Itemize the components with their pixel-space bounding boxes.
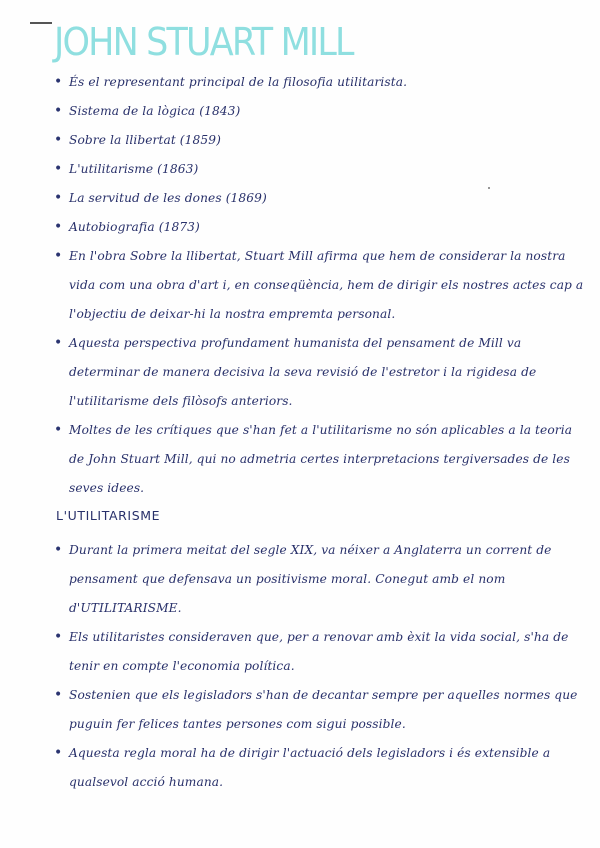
list-item [54,329,589,416]
list-item [54,97,589,126]
list-item [54,242,589,329]
list-item [54,184,589,213]
bullet-icon: • [54,74,63,90]
bullet-icon: • [54,103,63,119]
list-item [54,536,589,623]
list-item-text: Sistema de la lògica (1843) [69,104,241,118]
list-item-text: La servitud de les dones (1869) [69,191,267,205]
page-title: JOHN STUART MILL [54,20,353,64]
list-item [54,68,589,97]
list-item [54,739,589,797]
bullet-icon: • [54,132,63,148]
section-heading: L'UTILITARISME [56,508,161,523]
bullet-icon: • [54,190,63,206]
list-item [54,213,589,242]
list-item-text: L'utilitarisme (1863) [69,162,199,176]
list-item [54,681,589,739]
list-item-text: Sostenien que els legisladors s'han de decantar sempre per aquelles normes que puguin fer felices tantes persones com sigui possible. [69,688,578,731]
scan-mark [30,22,52,24]
list-item-text: És el representant principal de la filosofia utilitarista. [69,75,408,89]
list-item-text: Aquesta perspectiva profundament humanista del pensament de Mill va determinar de manera decisiva la seva revisió de l'estretor i la rigidesa de l'utilitarisme dels filòsofs anteriors. [69,336,537,408]
bullet-icon: • [54,219,63,235]
list-item [54,623,589,681]
list-item [54,155,589,184]
list-item-text: Els utilitaristes consideraven que, per a renovar amb èxit la vida social, s'ha de tenir en compte l'economia política. [69,630,569,673]
list-item [54,416,589,503]
list-item-text: En l'obra Sobre la llibertat, Stuart Mill afirma que hem de considerar la nostra vida com una obra d'art i, en conseqüència, hem de dirigir els nostres actes cap a l'objectiu de deixar-hi la nostra empremta personal. [69,249,584,321]
list-item-text: Aquesta regla moral ha de dirigir l'actuació dels legisladors i és extensible a qualsevol acció humana. [69,746,551,789]
bullet-icon: • [54,542,63,558]
list-item-text: Durant la primera meitat del segle XIX, va néixer a Anglaterra un corrent de pensament que defensava un positivisme moral. Conegut amb el nom d'UTILITARISME. [69,543,552,615]
bullet-icon: • [54,629,63,645]
list-item-text: Sobre la llibertat (1859) [69,133,221,147]
bullet-icon: • [54,248,63,264]
list-item-text: Moltes de les crítiques que s'han fet a l'utilitarisme no són aplicables a la teoria de John Stuart Mill, qui no admetria certes interpretacions tergiversades de les seves idees. [69,423,573,495]
bullet-icon: • [54,335,63,351]
bullet-icon: • [54,161,63,177]
bullet-icon: • [54,422,63,438]
list-item [54,126,589,155]
list-item-text: Autobiografia (1873) [69,220,200,234]
bullet-icon: • [54,745,63,761]
bullet-icon: • [54,687,63,703]
